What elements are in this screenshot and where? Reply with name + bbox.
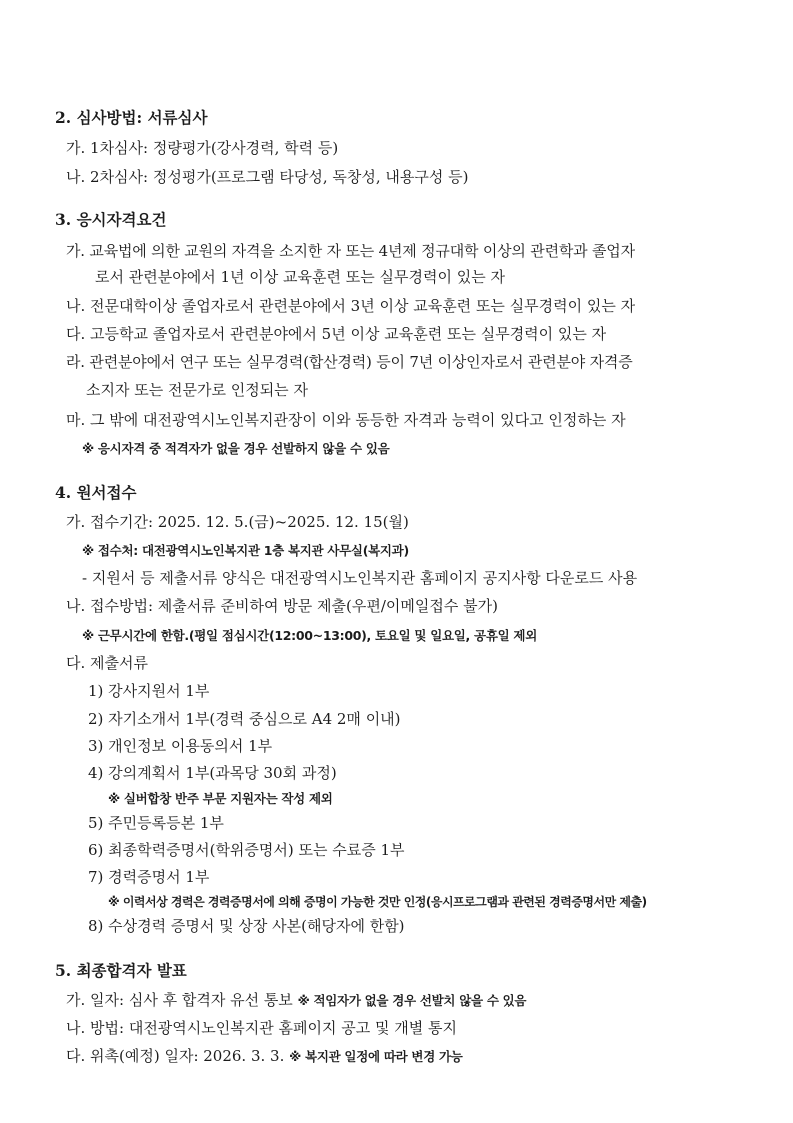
section-5-item-da-note: ※ 복지관 일정에 따라 변경 가능 xyxy=(289,1049,463,1064)
section-3-item-ga: 가. 교육법에 의한 교원의 자격을 소지한 자 또는 4년제 정규대학 이상의 관련학과 졸업자 xyxy=(66,242,635,260)
section-4-dash-item: - 지원서 등 제출서류 양식은 대전광역시노인복지관 홈페이지 공지사항 다운로드 사용 xyxy=(82,569,638,587)
section-4-item-ga: 가. 접수기간: 2025. 12. 5.(금)~2025. 12. 15(월) xyxy=(66,513,409,531)
section-5-item-da xyxy=(66,1047,463,1066)
document-list-item: 4) 강의계획서 1부(과목당 30회 과정) xyxy=(88,764,337,782)
document-list-item: 6) 최종학력증명서(학위증명서) 또는 수료증 1부 xyxy=(88,841,405,859)
section-4-item-na: 나. 접수방법: 제출서류 준비하여 방문 제출(우편/이메일접수 불가) xyxy=(66,597,498,615)
section-5-heading: 5. 최종합격자 발표 xyxy=(55,961,187,980)
document-list-item: 2) 자기소개서 1부(경력 중심으로 A4 2매 이내) xyxy=(88,710,401,728)
document-list-item: 3) 개인정보 이용동의서 1부 xyxy=(88,737,273,755)
section-3-item-ga-continued: 로서 관련분야에서 1년 이상 교육훈련 또는 실무경력이 있는 자 xyxy=(95,268,505,286)
section-3-item-ra: 라. 관련분야에서 연구 또는 실무경력(합산경력) 등이 7년 이상인자로서 관련분야 자격증 xyxy=(66,353,633,371)
section-3-item-ra-continued: 소지자 또는 전문가로 인정되는 자 xyxy=(86,381,308,399)
section-3-item-da: 다. 고등학교 졸업자로서 관련분야에서 5년 이상 교육훈련 또는 실무경력이 있는 자 xyxy=(66,325,607,343)
section-4-heading: 4. 원서접수 xyxy=(55,483,137,502)
document-4-note: ※ 실버합창 반주 부문 지원자는 작성 제외 xyxy=(108,791,333,806)
section-4-item-da: 다. 제출서류 xyxy=(66,654,148,672)
section-4-note-hours: ※ 근무시간에 한함.(평일 점심시간(12:00~13:00), 토요일 및 일요일, 공휴일 제외 xyxy=(82,628,537,643)
document-7-note: ※ 이력서상 경력은 경력증명서에 의해 증명이 가능한 것만 인정(응시프로그램과 관련된 경력증명서만 제출) xyxy=(108,895,647,909)
section-5-item-ga-text: 가. 일자: 심사 후 합격자 유선 통보 xyxy=(66,991,293,1009)
section-3-note: ※ 응시자격 중 적격자가 없을 경우 선발하지 않을 수 있음 xyxy=(82,441,390,456)
section-4-note-place: ※ 접수처: 대전광역시노인복지관 1층 복지관 사무실(복지과) xyxy=(82,543,409,558)
section-5-item-ga xyxy=(66,991,526,1010)
section-5-item-da-text: 다. 위촉(예정) 일자: 2026. 3. 3. xyxy=(66,1047,285,1065)
document-list-item: 1) 강사지원서 1부 xyxy=(88,682,210,700)
document-list-item: 8) 수상경력 증명서 및 상장 사본(해당자에 한함) xyxy=(88,917,405,935)
section-3-item-na: 나. 전문대학이상 졸업자로서 관련분야에서 3년 이상 교육훈련 또는 실무경력이 있는 자 xyxy=(66,297,636,315)
section-2-item-na: 나. 2차심사: 정성평가(프로그램 타당성, 독창성, 내용구성 등) xyxy=(66,168,469,186)
section-5-item-na: 나. 방법: 대전광역시노인복지관 홈페이지 공고 및 개별 통지 xyxy=(66,1019,457,1037)
document-list-item: 7) 경력증명서 1부 xyxy=(88,868,210,886)
section-2-heading: 2. 심사방법: 서류심사 xyxy=(55,108,208,127)
section-5-item-ga-note: ※ 적임자가 없을 경우 선발치 않을 수 있음 xyxy=(297,993,527,1008)
section-3-item-ma: 마. 그 밖에 대전광역시노인복지관장이 이와 동등한 자격과 능력이 있다고 인정하는 자 xyxy=(66,411,626,429)
section-3-heading: 3. 응시자격요건 xyxy=(55,210,167,229)
section-2-item-ga: 가. 1차심사: 정량평가(강사경력, 학력 등) xyxy=(66,139,339,157)
document-list-item: 5) 주민등록등본 1부 xyxy=(88,814,224,832)
